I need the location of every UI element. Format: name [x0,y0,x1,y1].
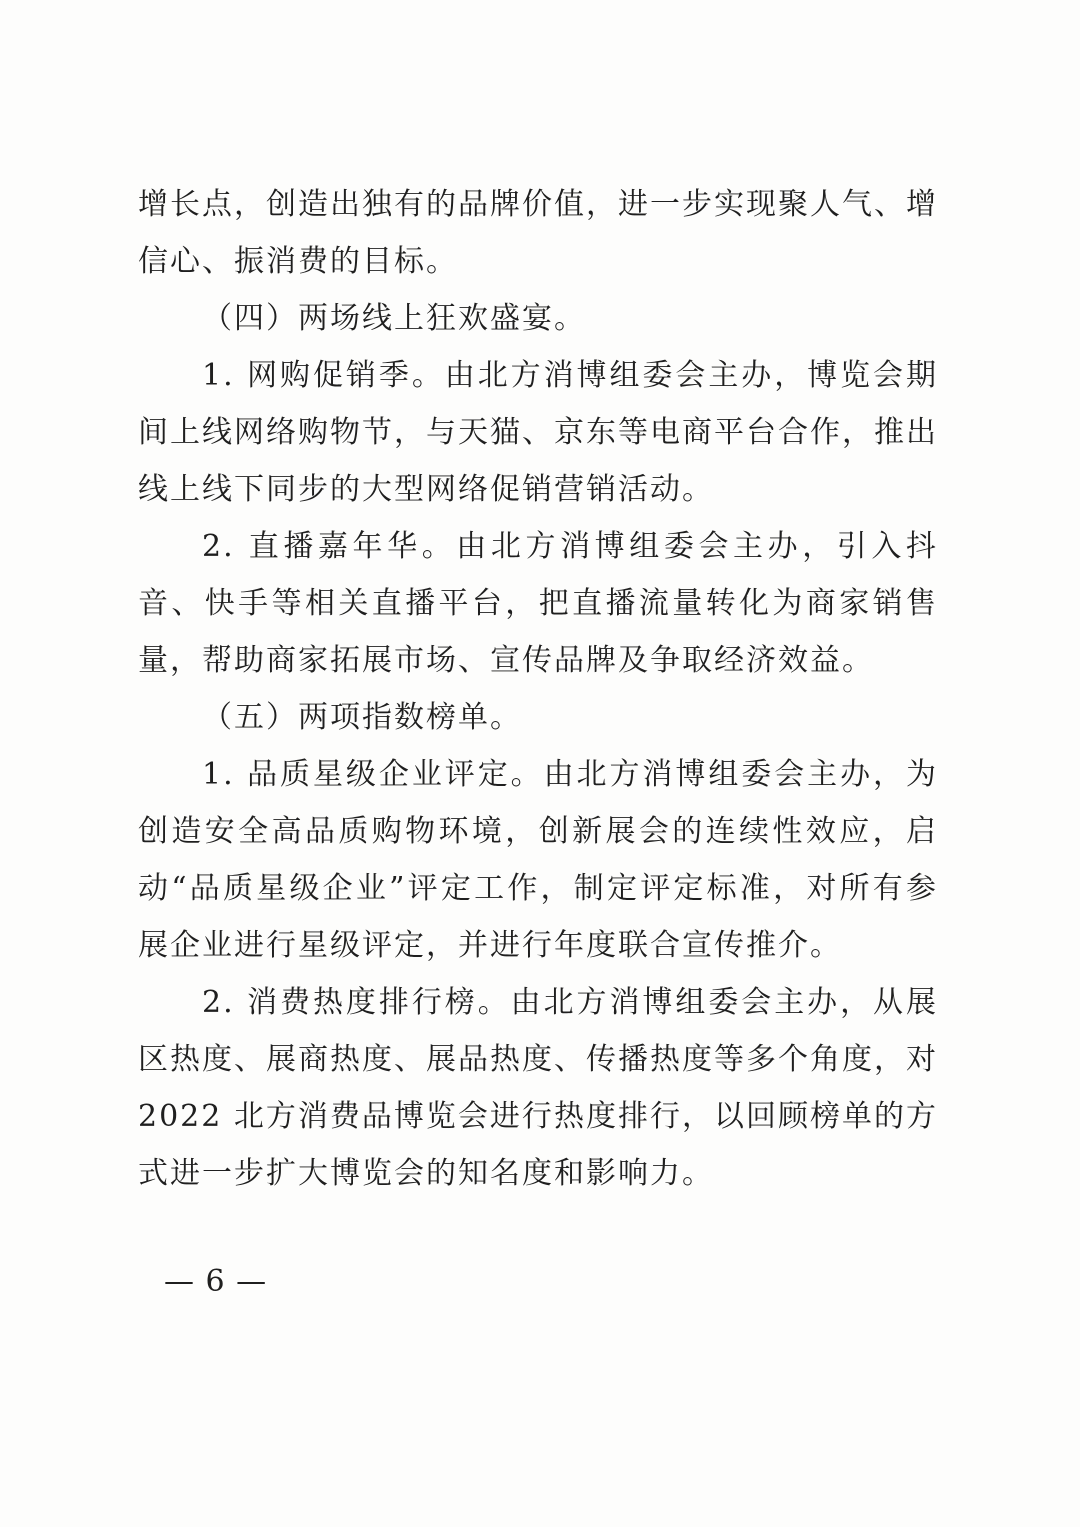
paragraph-online-shopping: 1. 网购促销季。由北方消博组委会主办，博览会期间上线网络购物节，与天猫、京东等电商平台合作，推出线上线下同步的大型网络促销营销活动。 [138,358,938,507]
page-number: — 6 — [164,1264,268,1299]
section-heading-five: （五）两项指数榜单。 [202,700,522,735]
section-heading-four: （四）两场线上狂欢盛宴。 [202,301,586,336]
document-body [138,176,938,1202]
paragraph-consumption-ranking: 2. 消费热度排行榜。由北方消博组委会主办，从展区热度、展商热度、展品热度、传播热度等多个角度，对 2022 北方消费品博览会进行热度排行，以回顾榜单的方式进一步扩大博览会的知名度和影响力。 [138,985,938,1191]
paragraph-continuation: 增长点，创造出独有的品牌价值，进一步实现聚人气、增信心、振消费的目标。 [138,187,938,279]
paragraph-quality-rating: 1. 品质星级企业评定。由北方消博组委会主办，为创造安全高品质购物环境，创新展会的连续性效应，启动“品质星级企业”评定工作，制定评定标准，对所有参展企业进行星级评定，并进行年度联合宣传推介。 [138,757,938,963]
paragraph-livestream-carnival: 2. 直播嘉年华。由北方消博组委会主办，引入抖音、快手等相关直播平台，把直播流量转化为商家销售量，帮助商家拓展市场、宣传品牌及争取经济效益。 [138,529,938,678]
